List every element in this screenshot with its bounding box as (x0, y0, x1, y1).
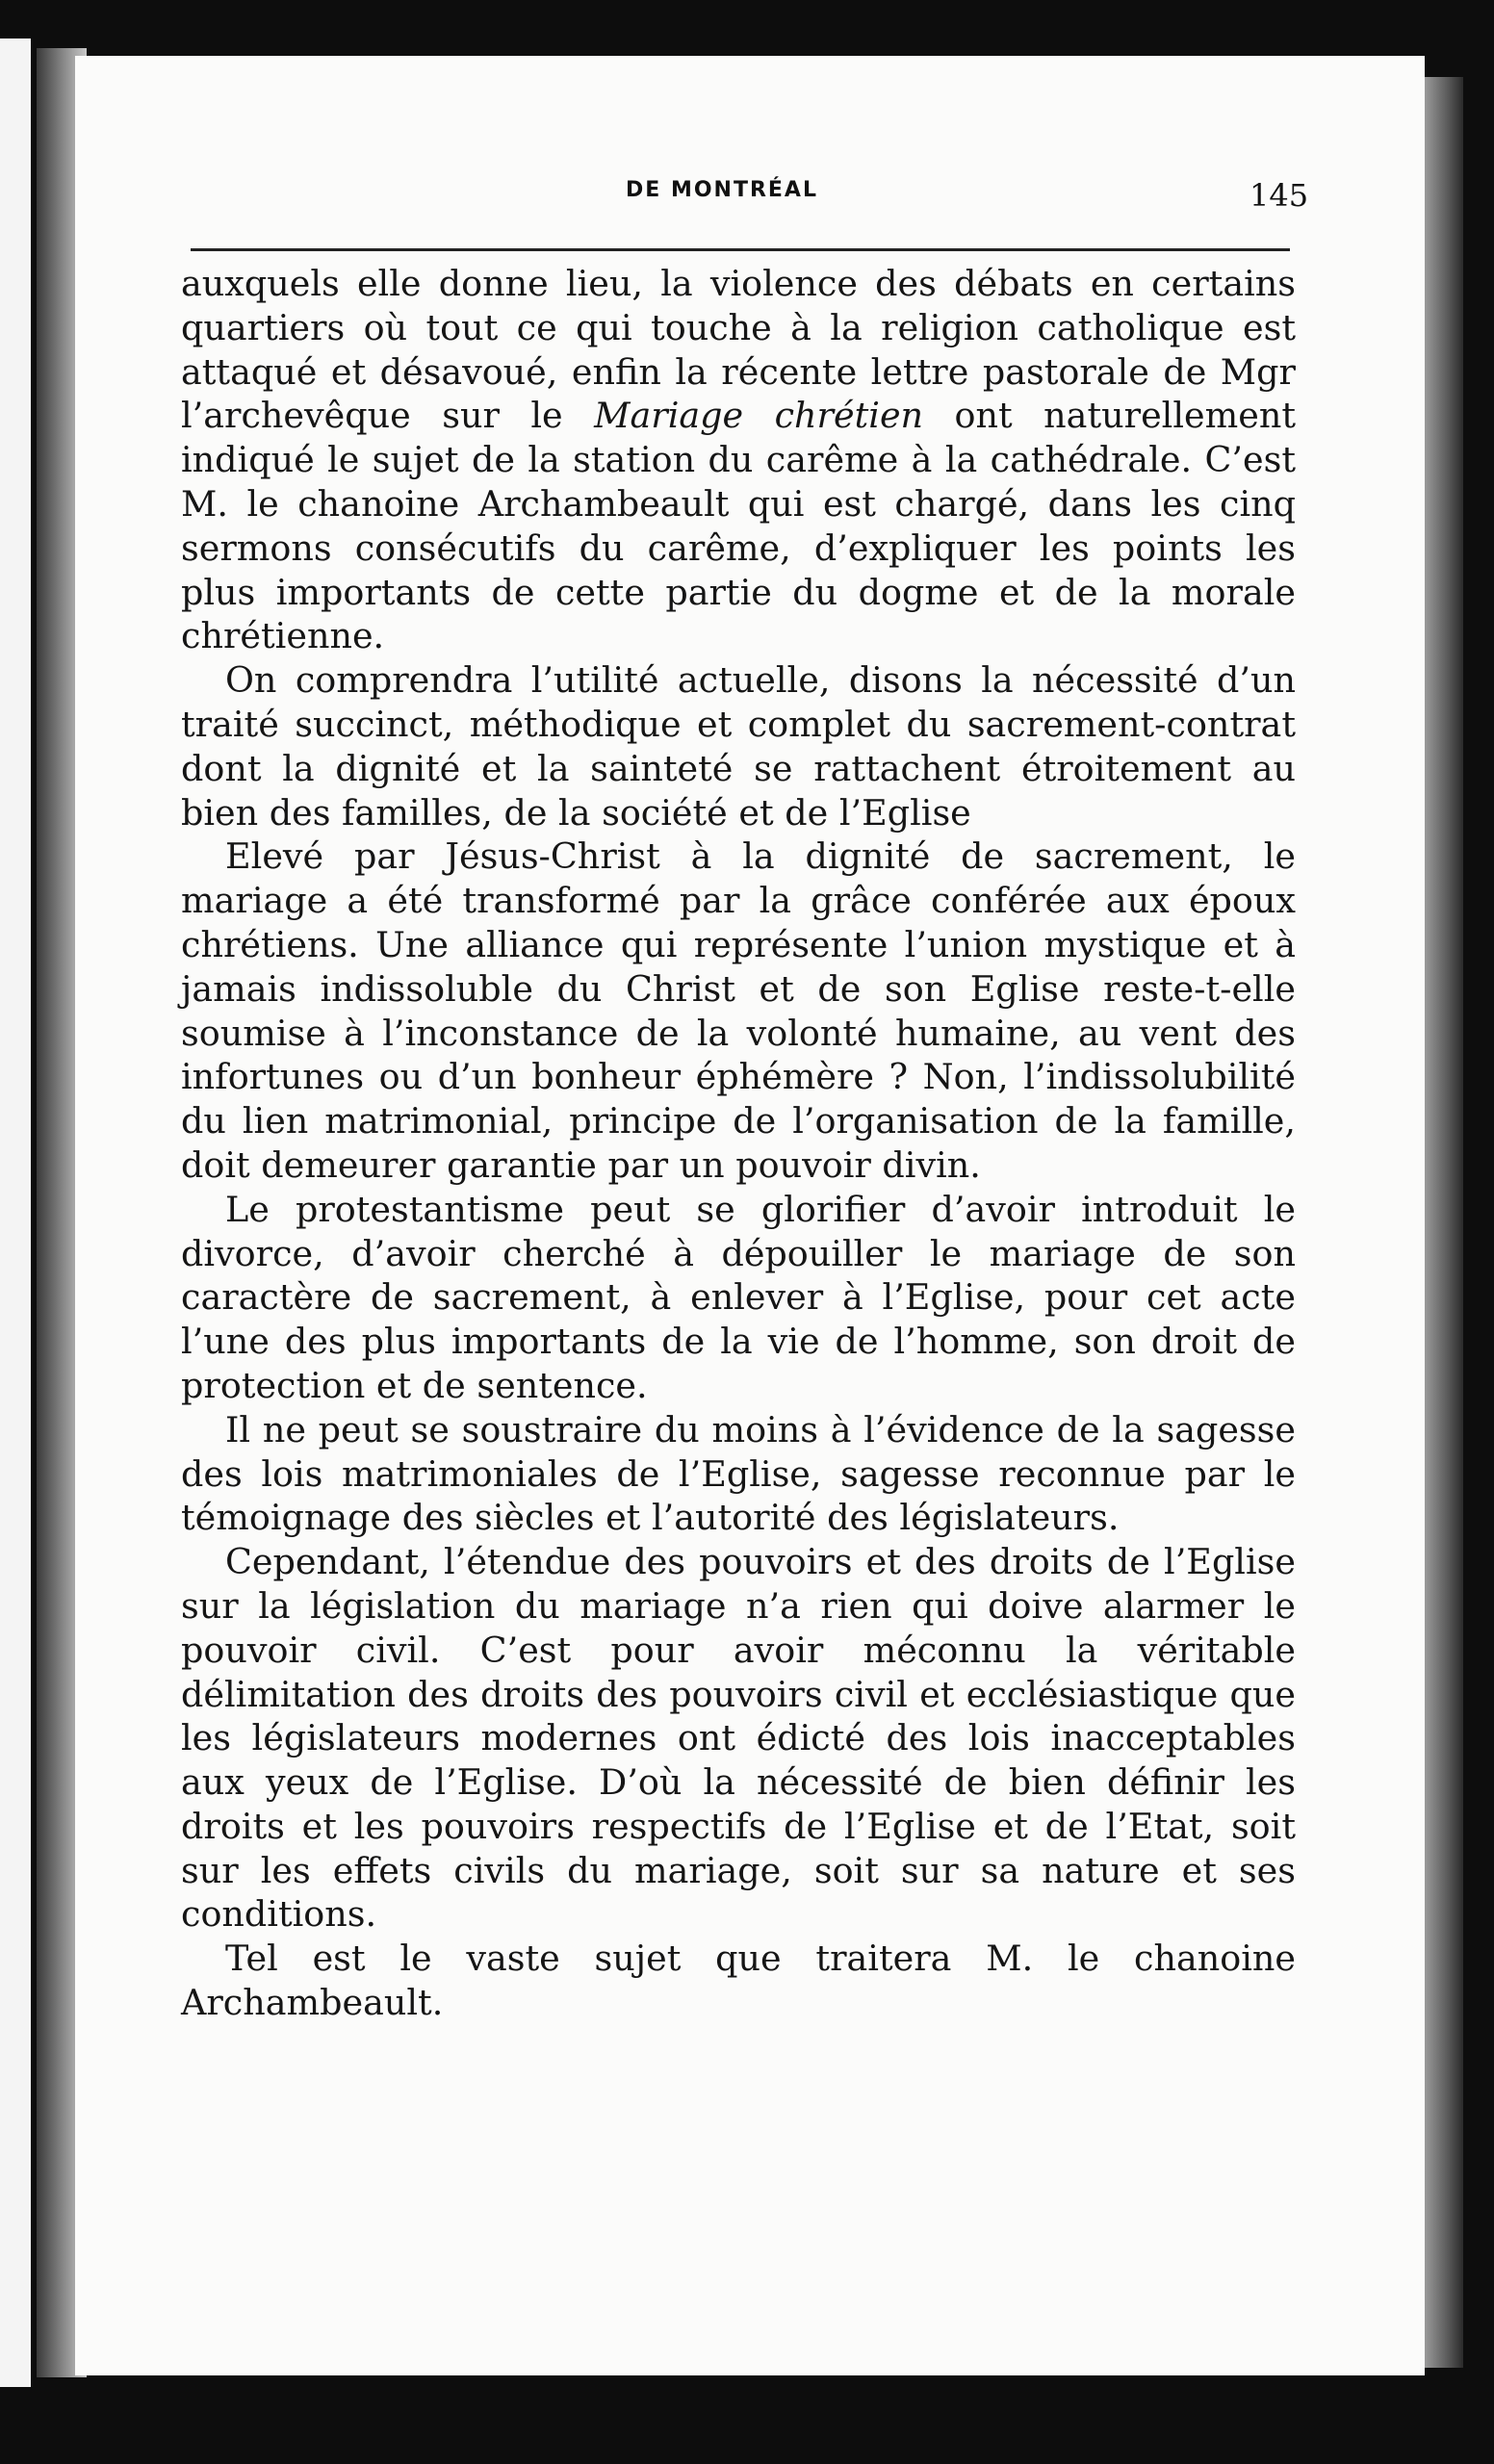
italic-title: Mariage chrétien (594, 395, 924, 437)
header-rule (191, 248, 1290, 251)
paragraph-7: Tel est le vaste sujet que traitera M. le chanoine Archambeault. (181, 1938, 1296, 2024)
page-body (181, 262, 1296, 2025)
paragraph-3: Elevé par Jésus-Christ à la dignité de sacrement, le mariage a été transformé par la grâce conférée aux époux chrétiens. Une alliance qui représente l’union mystique et à jamais indissoluble du Christ et de son Eglise reste-t-elle soumise à l’inconstance de la volonté humaine, au vent des infortunes ou d’un bonheur éphémère ? Non, l’indissolubilité du lien matrimonial, principe de l’organisation de la famille, doit demeurer garantie par un pouvoir divin. (181, 835, 1296, 1186)
scan-border-left (0, 38, 31, 2387)
paragraph-5: Il ne peut se soustraire du moins à l’évidence de la sagesse des lois matrimoniales de l’Eglise, sagesse reconnue par le témoignage des siècles et l’autorité des législateurs. (181, 1408, 1296, 1539)
paragraph-4: Le protestantisme peut se glorifier d’avoir introduit le divorce, d’avoir cherché à dépouiller le mariage de son caractère de sacrement, à enlever à l’Eglise, pour cet acte l’une des plus importants de la vie de l’homme, son droit de protection et de sentence. (181, 1188, 1296, 1406)
paragraph-6: Cependant, l’étendue des pouvoirs et des droits de l’Eglise sur la législation du mariage n’a rien qui doive alarmer le pouvoir civil. C’est pour avoir méconnu la véritable délimitation des droits des pouvoirs civil et ecclésiastique que les législateurs modernes ont édicté des lois inacceptables aux yeux de l’Eglise. D’où la nécessité de bien définir les droits et les pouvoirs respectifs de l’Eglise et de l’Etat, soit sur les effets civils du mariage, soit sur sa nature et ses conditions. (181, 1541, 1296, 1936)
page-number: 145 (1249, 177, 1309, 214)
paragraph-1 (181, 262, 1296, 658)
running-head: DE MONTRÉAL (626, 178, 818, 202)
page-edge-right (1425, 77, 1463, 2368)
paragraph-2: On comprendra l’utilité actuelle, disons la nécessité d’un traité succinct, méthodique et complet du sacrement-contrat dont la dignité et la sainteté se rattachent étroitement au bien des familles, de la société et de l’Eglise (181, 659, 1296, 834)
paragraph-1-text-end: ont naturellement indiqué le sujet de la station du carême à la cathédrale. C’est M. le chanoine Archambeault qui est chargé, dans les cinq sermons consécutifs du carême, d’expliquer les points les plus importants de cette partie du dogme et de la morale chrétienne. (181, 395, 1296, 657)
paragraph-1-text-start: auxquels elle donne lieu, la violence des débats en certains quartiers où tout ce qui touche à la religion catholique est attaqué et désavoué, enfin la récente lettre pastorale de Mgr l’archevêque sur le (181, 263, 1296, 437)
